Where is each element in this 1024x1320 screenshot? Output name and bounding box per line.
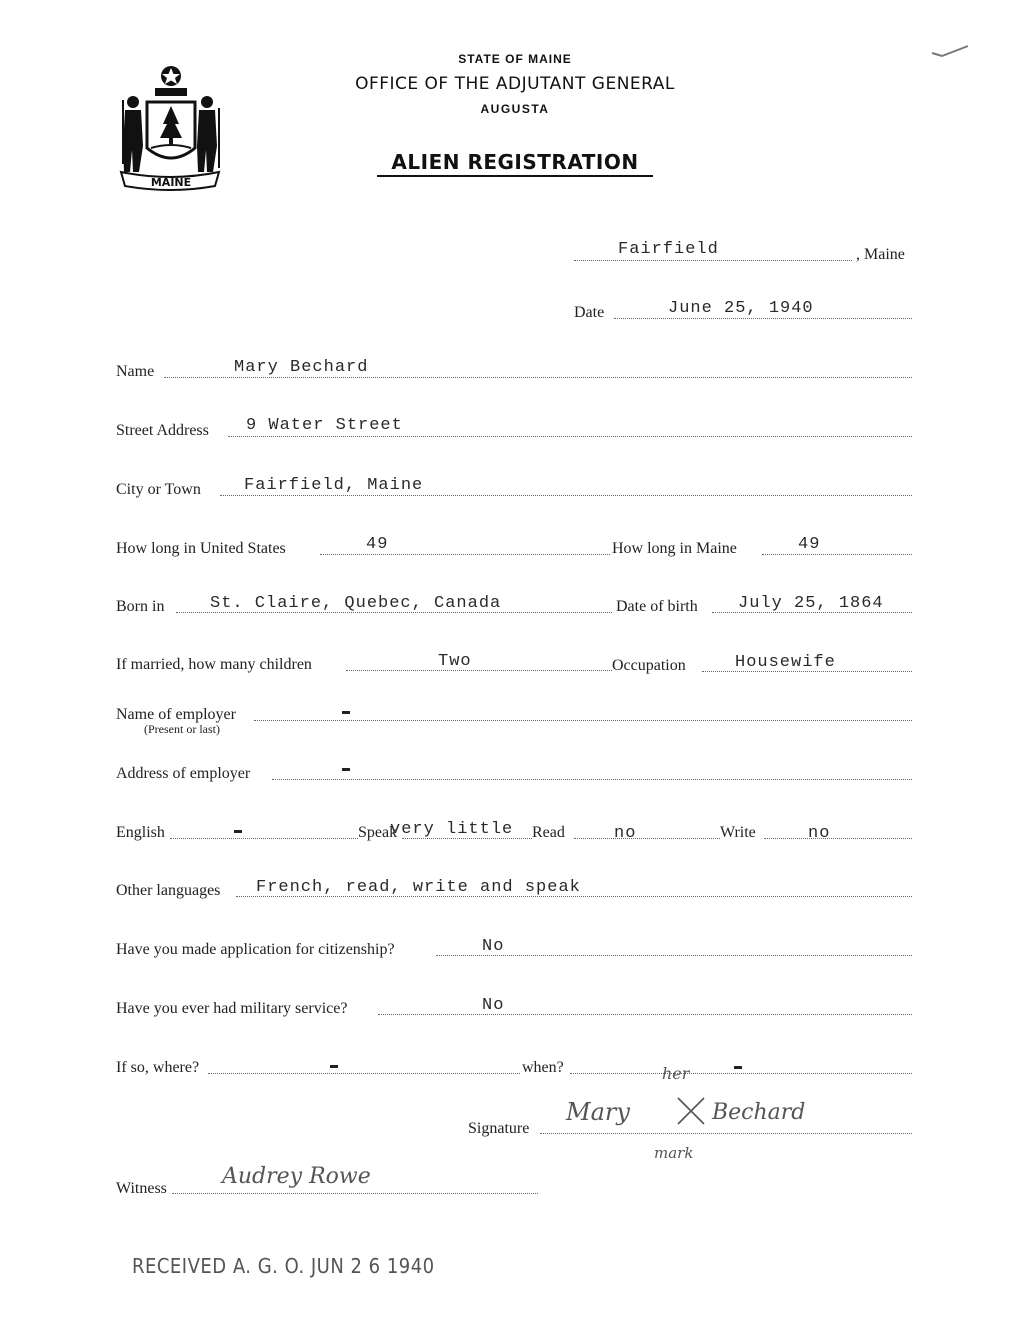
city-value: Fairfield, Maine <box>244 476 424 495</box>
children-line <box>346 670 612 671</box>
signature-first: Mary <box>566 1098 630 1126</box>
date-line <box>614 318 912 319</box>
witness-line <box>172 1193 538 1194</box>
how-long-us-line <box>320 554 610 555</box>
date-of-birth-label: Date of birth <box>616 598 698 615</box>
maine-label: , Maine <box>856 246 905 263</box>
street-value: 9 Water Street <box>246 416 403 435</box>
employer-name-note: (Present or last) <box>144 722 220 736</box>
military-line <box>378 1014 912 1015</box>
witness-signature: Audrey Rowe <box>222 1164 371 1189</box>
town-line <box>574 260 852 261</box>
how-long-maine-line <box>762 554 912 555</box>
when-dash <box>734 1066 742 1069</box>
english-line <box>170 838 358 839</box>
street-label: Street Address <box>116 422 209 439</box>
if-so-where-label: If so, where? <box>116 1059 200 1076</box>
write-value: no <box>808 824 831 843</box>
date-label: Date <box>574 304 605 321</box>
speak-label: Speak <box>358 824 398 841</box>
signature-last: Bechard <box>712 1100 806 1125</box>
english-dash <box>234 830 242 833</box>
street-line <box>228 436 912 437</box>
witness-label: Witness <box>116 1180 167 1197</box>
how-long-us-value: 49 <box>366 535 389 554</box>
signature-mark: mark <box>654 1144 694 1162</box>
write-line <box>764 838 912 839</box>
when-line <box>570 1073 912 1074</box>
form-title: ALIEN REGISTRATION <box>377 150 653 177</box>
other-languages-value: French, read, write and speak <box>256 878 581 897</box>
write-label: Write <box>720 824 756 841</box>
occupation-label: Occupation <box>612 657 686 674</box>
employer-name-line <box>254 720 912 721</box>
employer-name-label: Name of employer <box>116 706 236 723</box>
children-label: If married, how many children <box>116 656 312 673</box>
born-in-label: Born in <box>116 598 165 615</box>
city-line <box>220 495 912 496</box>
name-label: Name <box>116 363 155 380</box>
employer-address-dash <box>342 768 350 771</box>
received-stamp: RECEIVED A. G. O. JUN 2 6 1940 <box>132 1254 435 1278</box>
read-value: no <box>614 824 637 843</box>
where-dash <box>330 1065 338 1068</box>
state-heading: STATE OF MAINE <box>458 52 572 66</box>
how-long-us-label: How long in United States <box>116 540 286 557</box>
read-line <box>574 838 720 839</box>
name-value: Mary Bechard <box>234 358 369 377</box>
military-label: Have you ever had military service? <box>116 1000 348 1017</box>
signature-line <box>540 1133 912 1134</box>
read-label: Read <box>532 824 565 841</box>
citizenship-label: Have you made application for citizenship? <box>116 941 395 958</box>
date-of-birth-value: July 25, 1864 <box>738 594 884 613</box>
employer-address-line <box>272 779 912 780</box>
seal-text: MAINE <box>150 176 192 189</box>
speak-value: very little <box>390 820 514 839</box>
employer-name-dash <box>342 711 350 714</box>
how-long-maine-value: 49 <box>798 535 821 554</box>
signature-x-mark-icon <box>674 1094 708 1128</box>
if-so-where-line <box>208 1073 520 1074</box>
city-label: City or Town <box>116 481 201 498</box>
other-languages-label: Other languages <box>116 882 221 899</box>
english-label: English <box>116 824 165 841</box>
citizenship-line <box>436 955 912 956</box>
signature-her: her <box>662 1064 690 1083</box>
date-value: June 25, 1940 <box>668 299 814 318</box>
town-value: Fairfield <box>618 240 719 259</box>
children-value: Two <box>438 652 472 671</box>
occupation-value: Housewife <box>735 653 836 672</box>
when-label: when? <box>522 1059 564 1076</box>
born-in-value: St. Claire, Quebec, Canada <box>210 594 502 613</box>
how-long-maine-label: How long in Maine <box>612 540 737 557</box>
military-value: No <box>482 996 505 1015</box>
citizenship-value: No <box>482 937 505 956</box>
office-heading: OFFICE OF THE ADJUTANT GENERAL <box>355 74 675 94</box>
signature-label: Signature <box>468 1120 530 1137</box>
name-line <box>164 377 912 378</box>
employer-address-label: Address of employer <box>116 765 251 782</box>
city-heading: AUGUSTA <box>480 102 550 116</box>
